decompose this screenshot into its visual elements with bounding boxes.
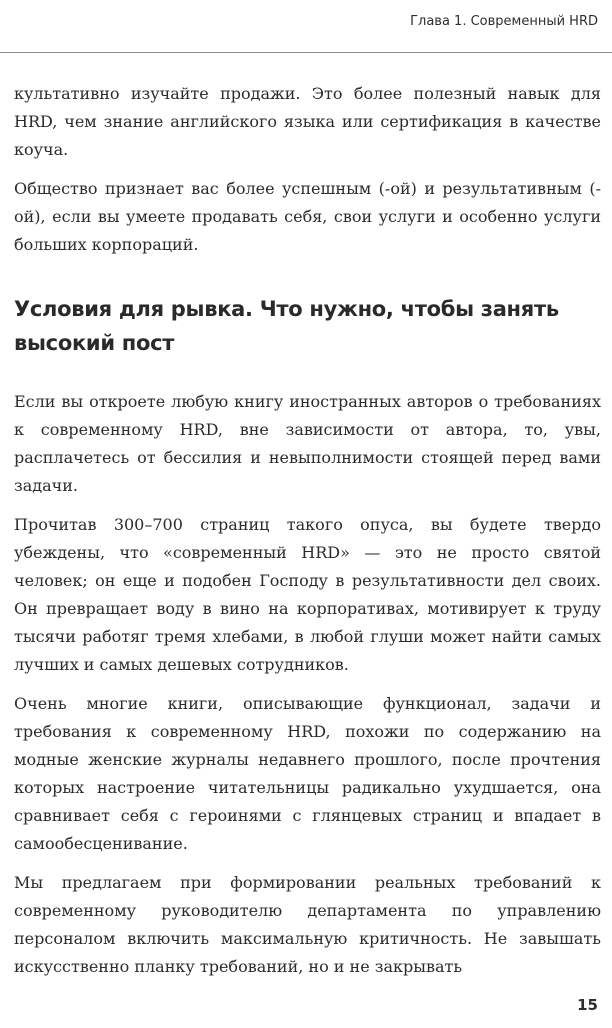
paragraph-4: Прочитав 300–700 страниц такого опуса, вы будете твердо убеждены, что «современный HRD» — это не просто святой человек; он еще и подобен Господу в результативности дел своих. Он превращает воду в вино на корпоративах, мотивирует к труду тысячи работяг тремя хлебами, в любой глуши может найти самых лучших и самых дешевых сотрудников.	[14, 515, 601, 674]
header-divider	[0, 52, 612, 53]
paragraph-3: Если вы откроете любую книгу иностранных авторов о требованиях к современному HRD, вне зависимости от автора, то, увы, расплачетесь от бессилия и невыполнимости стоящей перед вами задачи.	[14, 392, 601, 495]
paragraph-6: Мы предлагаем при формировании реальных требований к современному руководителю департамента по управлению персоналом включить максимальную критичность. Не завышать искусственно планку требований, но и не закрывать	[14, 873, 601, 976]
section-heading: Условия для рывка. Что нужно, чтобы занять высокий пост	[14, 297, 559, 355]
page-body	[14, 80, 601, 992]
paragraph-5: Очень многие книги, описывающие функционал, задачи и требования к современному HRD, похожи по содержанию на модные женские журналы недавнего прошлого, после прочтения которых настроение читательницы радикально ухудшается, она сравнивает себя с героинями с глянцевых страниц и впадает в самообесценивание.	[14, 694, 601, 853]
page-number: 15	[577, 996, 598, 1014]
running-head: Глава 1. Современный HRD	[410, 14, 598, 29]
paragraph-1: культативно изучайте продажи. Это более полезный навык для HRD, чем знание английского языка или сертификация в качестве коуча.	[14, 84, 601, 159]
paragraph-2: Общество признает вас более успешным (-ой) и результативным (-ой), если вы умеете продавать себя, свои услуги и особенно услуги больших корпораций.	[14, 179, 601, 254]
